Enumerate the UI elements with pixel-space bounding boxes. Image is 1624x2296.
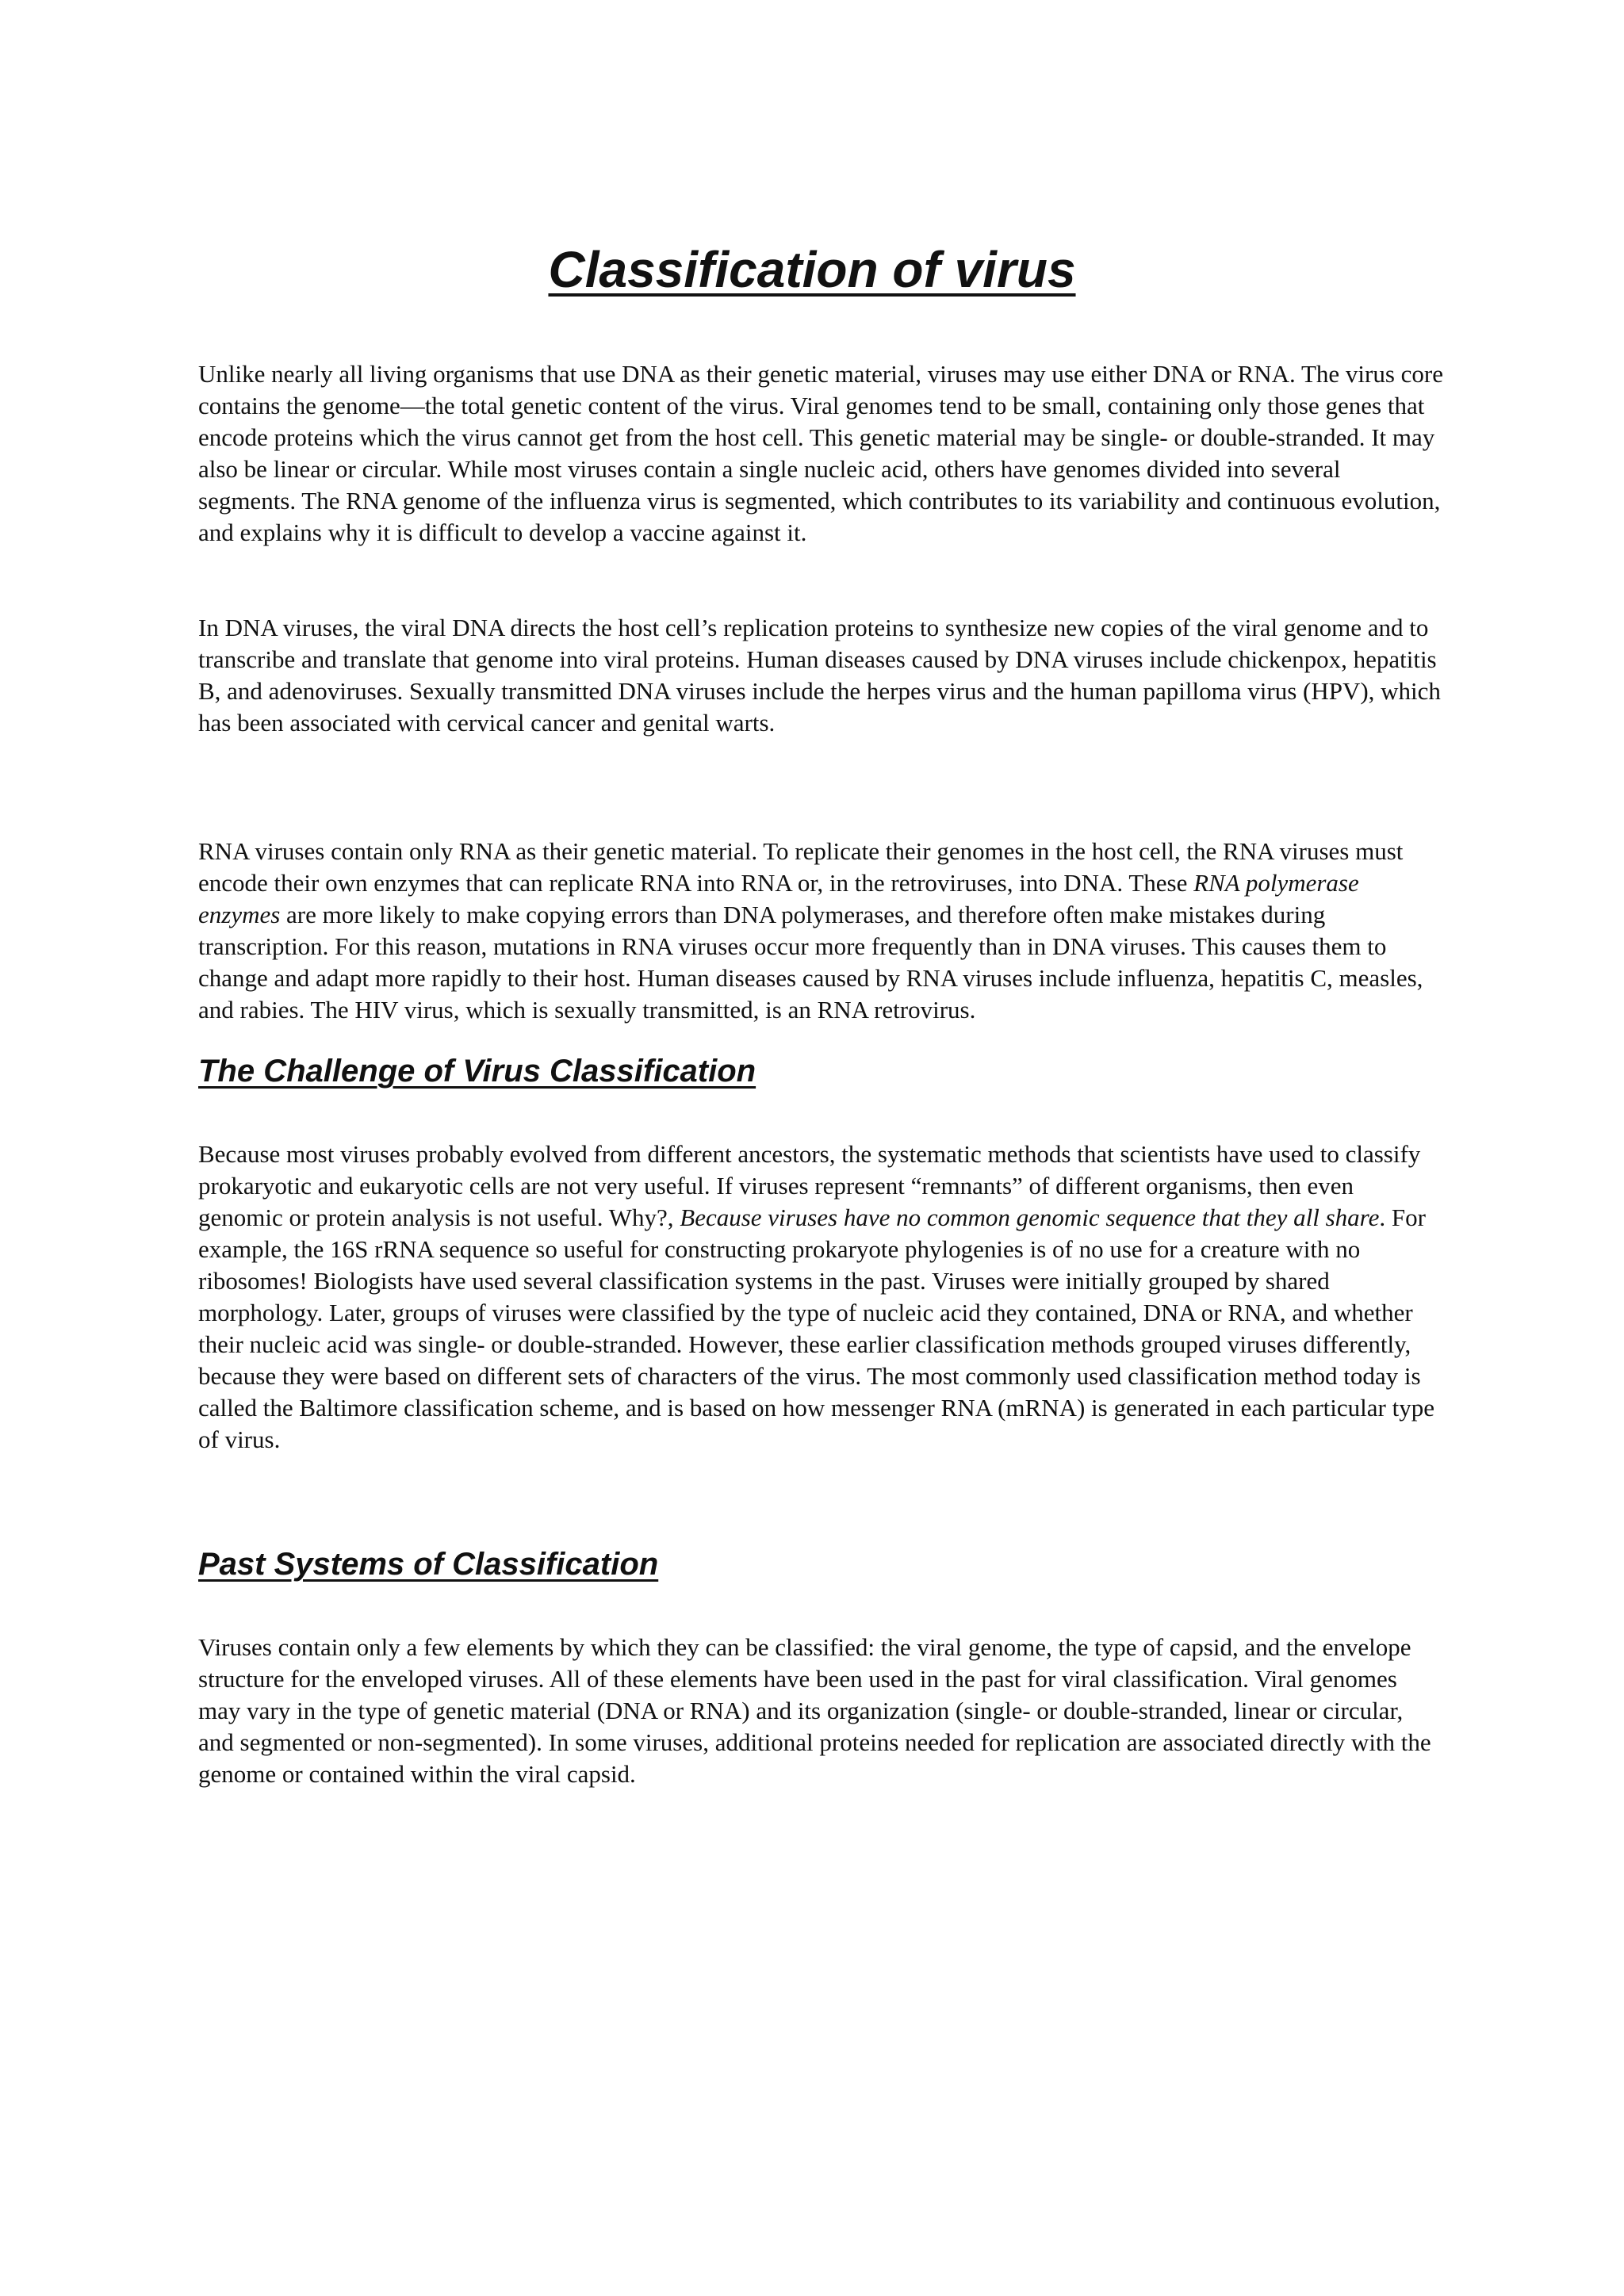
- page-title: Classification of virus: [548, 241, 1076, 298]
- section-heading-past-systems: Past Systems of Classification: [198, 1547, 659, 1582]
- paragraph-challenge-part-2: . For example, the 16S rRNA sequence so useful for constructing prokaryote phylogenies is of no use for a creature with no ribosomes! Biologists have used several classification systems in the past. Viruses were initially grouped by shared morphology. Later, groups of viruses were classified by the type of nucleic acid they contained, DNA or RNA, and whether their nucleic acid was single- or double-stranded. However, these earlier classification methods grouped viruses differently, because they were based on different sets of characters of the virus. The most commonly used classification method today is called the Baltimore classification scheme, and is based on how messenger RNA (mRNA) is generated in each particular type of virus.: [198, 1203, 1434, 1453]
- paragraph-dna-viruses: In DNA viruses, the viral DNA directs the host cell’s replication proteins to synthesize new copies of the viral genome and to transcribe and translate that genome into viral proteins. Human diseases caused by DNA viruses include chickenpox, hepatitis B, and adenoviruses. Sexually transmitted DNA viruses include the herpes virus and the human papilloma virus (HPV), which has been associated with cervical cancer and genital warts.: [198, 614, 1441, 737]
- paragraph-rna-viruses-part-1: RNA viruses contain only RNA as their genetic material. To replicate their genomes in the host cell, the RNA viruses must encode their own enzymes that can replicate RNA into RNA or, in the retroviruses, into DNA. These: [198, 837, 1404, 897]
- paragraph-rna-viruses-part-2: are more likely to make copying errors than DNA polymerases, and therefore often make mistakes during transcription. For this reason, mutations in RNA viruses occur more frequently than in DNA viruses. This causes them to change and adapt more rapidly to their host. Human diseases caused by RNA viruses include influenza, hepatitis C, measles, and rabies. The HIV virus, which is sexually transmitted, is an RNA retrovirus.: [198, 901, 1423, 1024]
- paragraph-classification-challenge: [198, 1138, 1443, 1456]
- paragraph-rna-viruses: [198, 836, 1443, 1026]
- paragraph-genome-intro: Unlike nearly all living organisms that use DNA as their genetic material, viruses may use either DNA or RNA. The virus core contains the genome—the total genetic content of the virus. Viral genomes tend to be small, containing only those genes that encode proteins which the virus cannot get from the host cell. This genetic material may be single- or double-stranded. It may also be linear or circular. While most viruses contain a single nucleic acid, others have genomes divided into several segments. The RNA genome of the influenza virus is segmented, which contributes to its variability and continuous evolution, and explains why it is difficult to develop a vaccine against it.: [198, 360, 1444, 546]
- section-heading-challenge: The Challenge of Virus Classification: [198, 1054, 756, 1089]
- paragraph-challenge-italic: Because viruses have no common genomic sequence that they all share: [680, 1203, 1380, 1231]
- paragraph-past-systems: Viruses contain only a few elements by which they can be classified: the viral genome, the type of capsid, and the envelope structure for the enveloped viruses. All of these elements have been used in the past for viral classification. Viral genomes may vary in the type of genetic material (DNA or RNA) and its organization (single- or double-stranded, linear or circular, and segmented or non-segmented). In some viruses, additional proteins needed for replication are associated directly with the genome or contained within the viral capsid.: [198, 1633, 1431, 1788]
- paragraph-challenge-part-1: Because most viruses probably evolved from different ancestors, the systematic methods that scientists have used to classify prokaryotic and eukaryotic cells are not very useful. If viruses represent “remnants” of different organisms, then even genomic or protein analysis is not useful. Why?,: [198, 1140, 1421, 1231]
- paragraph-rna-viruses-italic: RNA polymerase enzymes: [198, 869, 1359, 928]
